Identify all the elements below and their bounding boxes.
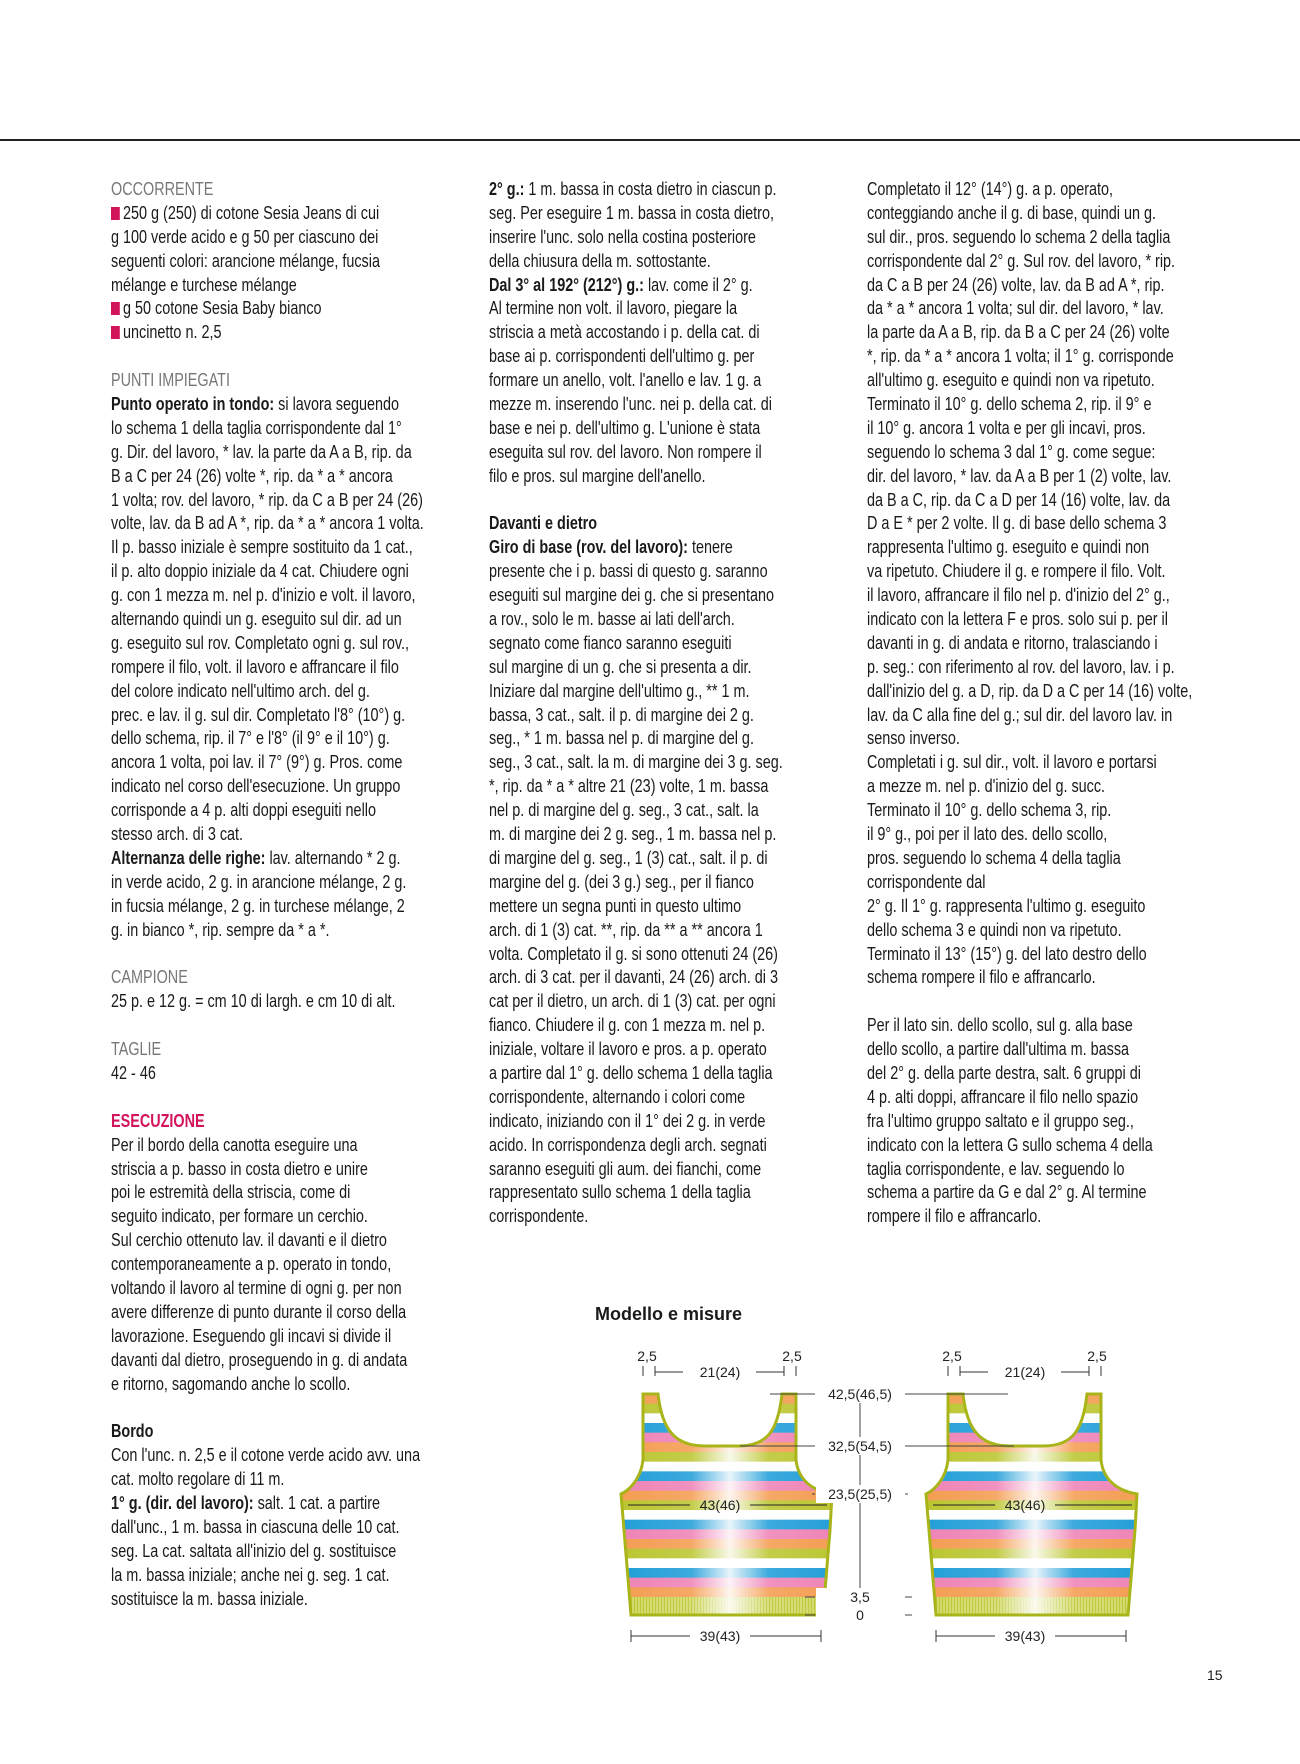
bold-lead: Davanti e dietro (489, 513, 598, 534)
line-text: indicato nel corso dell'esecuzione. Un gruppo (111, 776, 401, 797)
line-text: indicato con la lettera F e pros. solo sui p. per il (867, 609, 1168, 630)
line-text: corrispondente dal 2° g. Sul rov. del lavoro, * rip. (867, 250, 1176, 271)
line-text: lo schema 1 della taglia corrispondente dal 1° (111, 417, 402, 438)
line-text: dello scollo, a partire dall'ultima m. bassa (867, 1039, 1130, 1060)
line-text: D a E * per 2 volte. Il g. di base dello schema 3 (867, 513, 1167, 534)
stripe (905, 1433, 1165, 1443)
line-text: lav. come il 2° g. (643, 274, 753, 295)
line-text: g. Dir. del lavoro, * lav. la parte da A a B, rip. da (111, 441, 412, 462)
line-text: salt. 1 cat. a partire (253, 1492, 381, 1513)
line-text: Terminato il 10° g. dello schema 2, rip. il 9° e (867, 394, 1152, 415)
line-text: dall'unc., 1 m. bassa in ciascuna delle 10 cat. (111, 1516, 400, 1537)
line-text: va ripetuto. Chiudere il g. e rompere il filo. Volt. (867, 561, 1166, 582)
line-text: Con l'unc. n. 2,5 e il cotone verde acido avv. una (111, 1445, 421, 1466)
line-text: cat per il dietro, un arch. di 1 (3) cat. per ogni (489, 991, 776, 1012)
stripe (905, 1404, 1165, 1414)
stripe (905, 1423, 1165, 1433)
line-text: da C a B per 24 (26) volte, lav. da B ad A *, rip. (867, 274, 1165, 295)
neck-width-label: 21(24) (699, 1364, 741, 1380)
line-text: il 9° g., poi per il lato des. dello scollo, (867, 824, 1108, 845)
line-text: acido. In corrispondenza degli arch. segnati (489, 1134, 767, 1155)
line-text: Completato il 12° (14°) g. a p. operato, (867, 179, 1114, 199)
line-text: Al termine non volt. il lavoro, piegare la (489, 298, 738, 319)
line-text: p. seg.: con riferimento al rov. del lavoro, lav. i p. (867, 656, 1175, 677)
strap-width-label: 2,5 (1087, 1348, 1107, 1364)
line-text: a mezze m. nel p. d'inizio del g. succ. (867, 776, 1106, 797)
line-text: si lavora seguendo (274, 394, 400, 415)
line-text: Terminato il 10° g. dello schema 3, rip. (867, 800, 1112, 821)
line-text: a partire dal 1° g. dello schema 1 della taglia (489, 1062, 773, 1083)
page-number: 15 (1207, 1667, 1223, 1683)
line-text: 1 volta; rov. del lavoro, * rip. da C a B per 24 (26) (111, 489, 423, 510)
strap-width-label: 2,5 (942, 1348, 962, 1364)
line-text: arch. di 3 cat. per il davanti, 24 (26) arch. di 3 (489, 967, 778, 988)
line-text: davanti dal dietro, proseguendo in g. di andata (111, 1349, 408, 1370)
line-text: 42 - 46 (111, 1062, 156, 1083)
line-text: base e nei p. dell'ultimo g. L'unione è stata (489, 417, 761, 438)
line-text: 25 p. e 12 g. = cm 10 di largh. e cm 10 di alt. (111, 991, 396, 1012)
line-text: Per il lato sin. dello scollo, sul g. alla base (867, 1015, 1133, 1036)
line-text: margine del g. (dei 3 g.) seg., per il fianco (489, 871, 754, 892)
line-text: prec. e lav. il g. sul dir. Completato l'8° (10°) g. (111, 704, 406, 725)
total-height-label: 42,5(46,5) (828, 1386, 892, 1402)
chest-width-label: 43(46) (699, 1497, 741, 1513)
stripe (905, 1394, 1165, 1404)
line-text: lav. da C alla fine del g.; sul dir. del lavoro lav. in (867, 704, 1173, 725)
line-text: seg. Per eseguire 1 m. bassa in costa dietro, (489, 202, 774, 223)
line-text: base ai p. corrispondenti dell'ultimo g. per (489, 346, 755, 367)
rib-height-label: 3,5 (850, 1589, 870, 1605)
line-text: corrispondente dal (867, 871, 986, 892)
line-text: seg., 3 cat., salt. la m. di margine dei 3 g. seg. (489, 752, 783, 773)
line-text: ESECUZIONE (111, 1110, 205, 1131)
line-text: 1 m. bassa in costa dietro in ciascun p. (524, 179, 777, 199)
line-text: il p. alto doppio iniziale da 4 cat. Chiudere ogni (111, 561, 409, 582)
strap-width-label: 2,5 (637, 1348, 657, 1364)
line-text: g. in bianco *, rip. sempre da * a *. (111, 919, 330, 940)
zero-label: 0 (856, 1607, 864, 1623)
line-text: Sul cerchio ottenuto lav. il davanti e il dietro (111, 1230, 387, 1251)
bold-lead: Punto operato in tondo: (111, 394, 275, 415)
line-text: rappresenta l'ultimo g. eseguito e quindi non (867, 537, 1150, 558)
line-text: eseguita sul rov. del lavoro. Non rompere il (489, 441, 762, 462)
line-text: Per il bordo della canotta eseguire una (111, 1134, 358, 1155)
line-text: lav. alternando * 2 g. (265, 847, 401, 868)
line-text: PUNTI IMPIEGATI (111, 370, 230, 391)
line-text: fra l'ultimo gruppo saltato e il gruppo seg., (867, 1110, 1134, 1131)
line-text: 250 g (250) di cotone Sesia Jeans di cui (123, 202, 380, 223)
line-text: ancora 1 volta, poi lav. il 7° (9°) g. Pros. come (111, 752, 403, 773)
line-text: la parte da A a B, rip. da B a C per 24 (26) volte (867, 322, 1170, 343)
line-text: striscia a metà accostando i p. della cat. di (489, 322, 760, 343)
line-text: di margine del g. seg., 1 (3) cat., salt. il p. di (489, 847, 768, 868)
line-text: bassa, 3 cat., salt. il p. di margine dei 2 g. (489, 704, 754, 725)
line-text: striscia a p. basso in costa dietro e unire (111, 1158, 368, 1179)
line-text: Completati i g. sul dir., volt. il lavoro e portarsi (867, 752, 1157, 773)
stripe (600, 1423, 860, 1433)
line-text: in verde acido, 2 g. in arancione mélange, 2 g. (111, 871, 407, 892)
line-text: volta. Completato il g. si sono ottenuti 24 (26) (489, 943, 778, 964)
line-text: formare un anello, volt. l'anello e lav. 1 g. a (489, 370, 762, 391)
chest-width-label: 43(46) (1004, 1497, 1046, 1513)
line-text: fianco. Chiudere il g. con 1 mezza m. nel p. (489, 1015, 766, 1036)
line-text: voltando il lavoro al termine di ogni g. per non (111, 1277, 402, 1298)
line-text: a rov., solo le m. basse ai lati dell'arch. (489, 609, 735, 630)
neck-height-label: 32,5(54,5) (828, 1438, 892, 1454)
line-text: m. di margine dei 2 g. seg., 1 m. bassa nel p. (489, 824, 777, 845)
line-text: g. eseguito sul rov. Completato ogni g. sul rov., (111, 632, 410, 653)
line-text: Iniziare dal margine dell'ultimo g., ** 1 m. (489, 680, 750, 701)
line-text: seguendo lo schema 3 dal 1° g. come segue: (867, 441, 1156, 462)
line-text: mettere un segna punti in questo ultimo (489, 895, 742, 916)
line-text: mélange e turchese mélange (111, 274, 297, 295)
line-text: segnato come fianco saranno eseguiti (489, 632, 732, 653)
bottom-width-label: 39(43) (699, 1628, 741, 1644)
line-text: sostituisce la m. bassa iniziale. (111, 1588, 308, 1609)
line-text: presente che i p. bassi di questo g. saranno (489, 561, 768, 582)
line-text: schema a partire da G e dal 2° g. Al termine (867, 1182, 1147, 1203)
line-text: all'ultimo g. eseguito e quindi non va ripetuto. (867, 370, 1155, 391)
strap-width-label: 2,5 (782, 1348, 802, 1364)
line-text: iniziale, voltare il lavoro e pros. a p. operato (489, 1039, 767, 1060)
bottom-width-label: 39(43) (1004, 1628, 1046, 1644)
line-text: B a C per 24 (26) volte *, rip. da * a * ancora (111, 465, 393, 486)
line-text: inserire l'unc. solo nella costina posteriore (489, 226, 756, 247)
line-text: dello schema, rip. il 7° e l'8° (il 9° e il 10°) g. (111, 728, 390, 749)
line-text: avere differenze di punto durante il corso della (111, 1301, 407, 1322)
line-text: davanti in g. di andata e ritorno, tralasciando i (867, 632, 1158, 653)
line-text: del 2° g. della parte destra, salt. 6 gruppi di (867, 1062, 1141, 1083)
line-text: da * a * ancora 1 volta; sul dir. del lavoro, * lav. (867, 298, 1164, 319)
bold-lead: 2° g.: (489, 179, 525, 199)
line-text: g. con 1 mezza m. nel p. d'inizio e volt. il lavoro, (111, 585, 416, 606)
bold-lead: Bordo (111, 1421, 154, 1442)
line-text: *, rip. da * a * ancora 1 volta; il 1° g. corrisponde (867, 346, 1174, 367)
line-text: saranno eseguiti gli aum. dei fianchi, come (489, 1158, 762, 1179)
stripe (600, 1413, 860, 1423)
line-text: indicato con la lettera G sullo schema 4 della (867, 1134, 1153, 1155)
bold-lead: 1° g. (dir. del lavoro): (111, 1492, 254, 1513)
line-text: rompere il filo e affrancarlo. (867, 1206, 1042, 1227)
line-text: la m. bassa iniziale; anche nei g. seg. 1 cat. (111, 1564, 390, 1585)
line-text: *, rip. da * a * altre 21 (23) volte, 1 m. bassa (489, 776, 769, 797)
line-text: CAMPIONE (111, 967, 188, 988)
line-text: mezze m. inserendo l'unc. nei p. della cat. di (489, 394, 772, 415)
line-text: dir. del lavoro, * lav. da A a B per 1 (2) volte, lav. (867, 465, 1172, 486)
line-text: stesso arch. di 3 cat. (111, 824, 244, 845)
line-text: dall'inizio del g. a D, rip. da D a C per 14 (16) volte, (867, 680, 1193, 701)
line-text: e ritorno, sagomando anche lo scollo. (111, 1373, 351, 1394)
line-text: 4 p. alti doppi, affrancare il filo nello spazio (867, 1086, 1139, 1107)
line-text: contemporaneamente a p. operato in tondo, (111, 1254, 392, 1275)
line-text: seguenti colori: arancione mélange, fucsia (111, 250, 380, 271)
line-text: corrispondente, alternando i colori come (489, 1086, 746, 1107)
line-text: sul dir., pros. seguendo lo schema 2 della taglia (867, 226, 1171, 247)
bold-lead: Alternanza delle righe: (111, 847, 266, 868)
line-text: Il p. basso iniziale è sempre sostituito da 1 cat., (111, 537, 413, 558)
diagram-title: Modello e misure (595, 1304, 743, 1324)
line-text: indicato, iniziando con il 1° dei 2 g. in verde (489, 1110, 766, 1131)
line-text: dello schema 3 e quindi non va ripetuto. (867, 919, 1122, 940)
line-text: pros. seguendo lo schema 4 della taglia (867, 847, 1121, 868)
line-text: da B a C, rip. da C a D per 14 (16) volte, lav. da (867, 489, 1171, 510)
line-text: conteggiando anche il g. di base, quindi un g. (867, 202, 1157, 223)
bold-lead: Giro di base (rov. del lavoro): (489, 537, 688, 558)
line-text: OCCORRENTE (111, 179, 214, 199)
line-text: volte, lav. da B ad A *, rip. da * a * ancora 1 volta. (111, 513, 424, 534)
line-text: seg., * 1 m. bassa nel p. di margine del g. (489, 728, 754, 749)
line-text: g 100 verde acido e g 50 per ciascuno dei (111, 226, 379, 247)
line-text: filo e pros. sul margine dell'anello. (489, 465, 706, 486)
line-text: rappresentato sullo schema 1 della taglia (489, 1182, 751, 1203)
line-text: eseguiti sul margine dei g. che si presentano (489, 585, 774, 606)
line-text: del colore indicato nell'ultimo arch. del g. (111, 680, 370, 701)
line-text: taglia corrispondente, e lav. seguendo lo (867, 1158, 1125, 1179)
line-text: della chiusura della m. sottostante. (489, 250, 711, 271)
neck-width-label: 21(24) (1004, 1364, 1046, 1380)
line-text: Terminato il 13° (15°) g. del lato destro dello (867, 943, 1147, 964)
line-text: corrisponde a 4 p. alti doppi eseguiti nello (111, 800, 376, 821)
line-text: cat. molto regolare di 11 m. (111, 1469, 285, 1490)
line-text: 2° g. Il 1° g. rappresenta l'ultimo g. eseguito (867, 895, 1146, 916)
line-text: nel p. di margine del g. seg., 3 cat., salt. la (489, 800, 759, 821)
line-text: rompere il filo, volt. il lavoro e affrancare il filo (111, 656, 399, 677)
armhole-height-label: 23,5(25,5) (828, 1486, 892, 1502)
line-text: corrispondente. (489, 1206, 589, 1227)
line-text: poi le estremità della striscia, come di (111, 1182, 351, 1203)
line-text: lavorazione. Eseguendo gli incavi si divide il (111, 1325, 392, 1346)
bold-lead: Dal 3° al 192° (212°) g.: (489, 274, 644, 295)
line-text: in fucsia mélange, 2 g. in turchese mélange, 2 (111, 895, 405, 916)
line-text: arch. di 1 (3) cat. **, rip. da ** a ** ancora 1 (489, 919, 763, 940)
line-text: TAGLIE (111, 1039, 162, 1060)
line-text: il lavoro, affrancare il filo nel p. d'inizio del 2° g., (867, 585, 1170, 606)
stripe (905, 1413, 1165, 1423)
line-text: schema rompere il filo e affrancarlo. (867, 967, 1096, 988)
stripe (600, 1404, 860, 1414)
line-text: il 10° g. ancora 1 volta e per gli incavi, pros. (867, 417, 1146, 438)
line-text: seg. La cat. saltata all'inizio del g. sostituisce (111, 1540, 397, 1561)
line-text: seguito indicato, per formare un cerchio. (111, 1206, 368, 1227)
line-text: sul margine di un g. che si presenta a dir. (489, 656, 752, 677)
line-text: alternando quindi un g. eseguito sul dir. ad un (111, 609, 402, 630)
line-text: senso inverso. (867, 728, 960, 749)
line-text: uncinetto n. 2,5 (123, 322, 222, 343)
line-text: g 50 cotone Sesia Baby bianco (123, 298, 322, 319)
line-text: tenere (687, 537, 733, 558)
